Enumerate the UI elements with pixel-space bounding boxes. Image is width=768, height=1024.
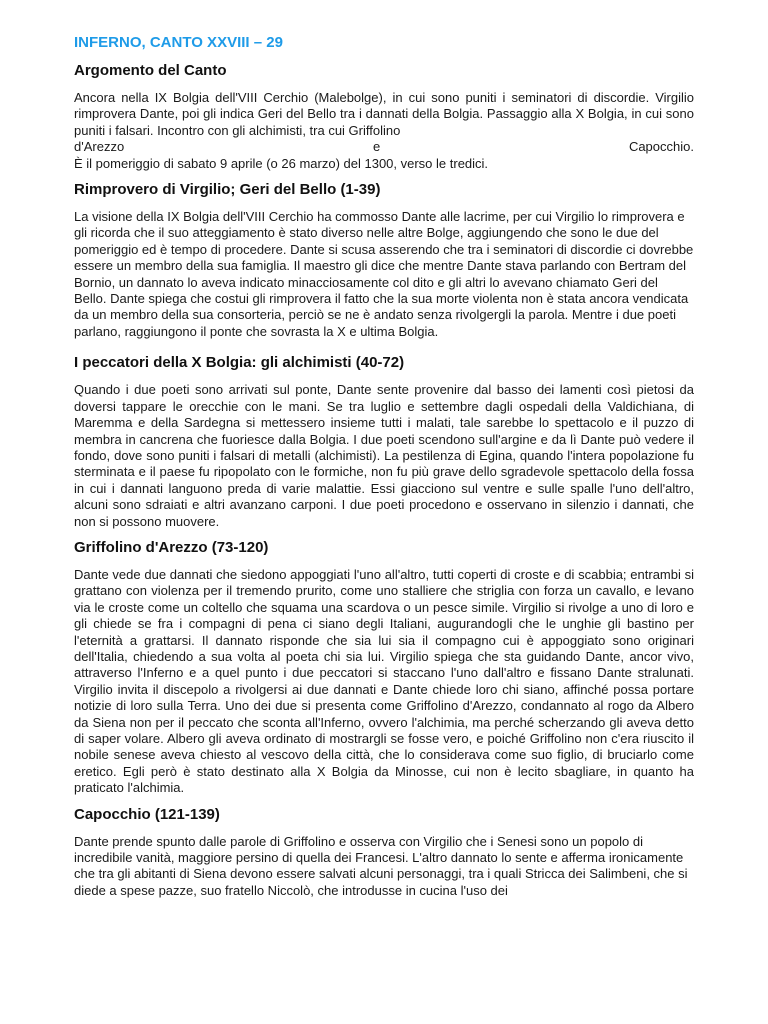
- section-body-capocchio: Dante prende spunto dalle parole di Griffolino e osserva con Virgilio che i Senesi sono un popolo di incredibile vanità, maggiore persino di quella dei Francesi. L'altro dannato lo sente e afferma ironicamente che tra gli abitanti di Siena devono essere salvati alcuni personaggi, tra i quali Stricca dei Salimbeni, che si diede a spese pazze, suo fratello Niccolò, che introdusse in cucina l'uso dei: [74, 833, 688, 898]
- section-body-griffolino: Dante vede due dannati che siedono appoggiati l'uno all'altro, tutti coperti di croste e di scabbia; entrambi si grattano con violenza per il tremendo prurito, come uno stalliere che striglia con forza un cavallo, e levano via le croste come un coltello che squama una scardova o un pesce simile. Virgilio si rivolge a uno di loro e gli chiede se fra i compagni di pena ci siano degli Italiani, augurandogli che le unghie gli bastino per l'eternità a grattarsi. Il dannato risponde che sia lui sia il compagno cui è appoggiato sono originari dell'Italia, chiedendo a sua volta al poeta chi sia lui. Virgilio spiega che sta guidando Dante, ancor vivo, attraverso l'Inferno e a quel punto i due peccatori si staccano l'uno dall'altro e fissano Dante stralunati. Virgilio invita il discepolo a rivolgersi ai due dannati e Dante chiede loro chi siano, affinché possa portare notizie di loro sulla Terra. Uno dei due si presenta come Griffolino d'Arezzo, condannato al rogo da Albero da Siena non per il peccato che sconta all'Inferno, ovvero l'alchimia, ma perché scherzando gli aveva detto di saper volare. Albero gli aveva ordinato di mostrargli se fosse vero, e poiché Griffolino non c'era riuscito il nobile senese aveva chiesto al vescovo della città, che lo considerava come suo figlio, di bruciarlo come eretico. Egli però è stato destinato alla X Bolgia da Minosse, cui non è lecito sbagliare, in quanto ha praticato l'alchimia.: [74, 566, 694, 796]
- justified-line: [74, 139, 694, 155]
- body-text: È il pomeriggio di sabato 9 aprile (o 26 marzo) del 1300, verso le tredici.: [74, 155, 489, 171]
- body-word: d'Arezzo: [74, 139, 125, 155]
- section-heading-capocchio: Capocchio (121-139): [74, 805, 220, 823]
- body-word: e: [372, 139, 381, 155]
- section-heading-rimprovero: Rimprovero di Virgilio; Geri del Bello (1-39): [74, 181, 381, 199]
- document-page: [74, 34, 694, 908]
- section-body-argomento: [74, 90, 694, 172]
- body-word: Capocchio.: [628, 139, 694, 155]
- document-title: INFERNO, CANTO XXVIII – 29: [74, 34, 283, 51]
- body-text: Ancora nella IX Bolgia dell'VIII Cerchio (Malebolge), in cui sono puniti i seminatori di discordie. Virgilio rimprovera Dante, poi gli indica Geri del Bello tra i dannati della Bolgia. Passaggio alla X Bolgia, in cui sono puniti i falsari. Incontro con gli alchimisti, tra cui Griffolino: [74, 90, 694, 138]
- section-body-alchimisti: Quando i due poeti sono arrivati sul ponte, Dante sente provenire dal basso dei lamenti così pietosi da doversi tappare le orecchie con le mani. Se tra luglio e settembre dagli ospedali della Valdichiana, di Maremma e della Sardegna si mettessero insieme tutti i malati, tale sarebbe lo spettacolo e il puzzo di membra in cancrena che fuoriesce dalla Bolgia. I due poeti scendono sull'argine e da lì Dante può vedere il fondo, dove sono puniti i falsari di metalli (alchimisti). La pestilenza di Egina, quando l'intera popolazione fu sterminata e il paese fu ripopolato con le formiche, non fu più grave dello sgradevole spettacolo della fossa in cui i dannati languono preda di varie malattie. Essi giacciono sul ventre e sulle spalle l'uno dell'altro, alcuni sono sdraiati e altri avanzano carponi. I due poeti procedono e osservano in silenzio i dannati, che non si possono muovere.: [74, 382, 694, 529]
- section-heading-griffolino: Griffolino d'Arezzo (73-120): [74, 538, 269, 556]
- section-heading-argomento: Argomento del Canto: [74, 62, 227, 79]
- section-body-rimprovero: La visione della IX Bolgia dell'VIII Cerchio ha commosso Dante alle lacrime, per cui Virgilio lo rimprovera e gli ricorda che il suo atteggiamento è stato diverso nelle altre Bolge, aggiungendo che sono le due del pomeriggio ed è tempo di procedere. Dante si scusa asserendo che tra i seminatori di discordie ci dovrebbe essere un membro della sua famiglia. Il maestro gli dice che mentre Dante stava parlando con Bertram del Bornio, un dannato lo aveva indicato minacciosamente col dito e gli altri lo avevano chiamato Geri del Bello. Dante spiega che costui gli rimprovera il fatto che la sua morte violenta non è stata ancora vendicata da un membro della sua consorteria, perciò se ne è andato senza rivolgergli la parola. Mentre i due poeti parlano, raggiungono il ponte che sovrasta la X e ultima Bolgia.: [74, 209, 694, 339]
- section-heading-alchimisti: I peccatori della X Bolgia: gli alchimisti (40-72): [74, 354, 405, 372]
